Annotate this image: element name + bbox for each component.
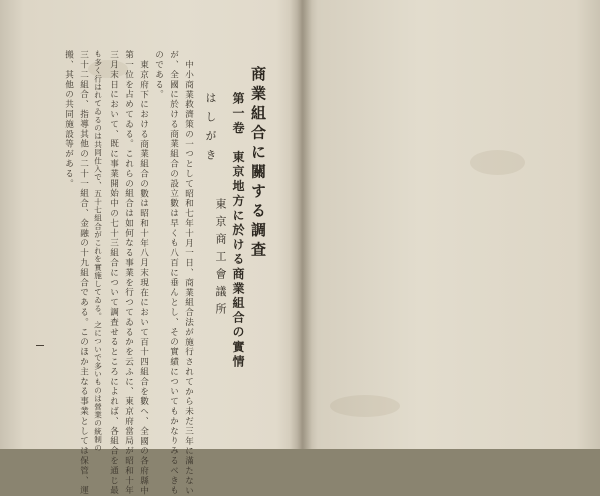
volume-subtitle: 第一卷 東京地方に於ける商業組合の實情 <box>231 92 245 370</box>
book-title: 商業組合に關する調査 <box>249 66 267 261</box>
book-gutter <box>290 0 312 449</box>
paper-stain <box>330 395 400 417</box>
preface-heading: はしがき <box>204 92 217 168</box>
body-paragraph-line: が、全國に於ける商業組合の設立數は早くも八百に垂んとし、その實績についてもかなりみるべきも <box>168 50 179 496</box>
body-paragraph-line: のである。 <box>153 50 164 100</box>
body-paragraph-line: 三十二組合、指導其他の二十一組合、金融の十九組合である。このほか主なる事業としては保管、運 <box>78 50 89 496</box>
body-paragraph-line: 搬、其他の共同施設等がある。 <box>63 50 74 189</box>
body-paragraph-line: も多く行はれてゐるのは共同仕入で、五十七組合がこれを實施してゐる。之についで多いものは營業の統制の <box>93 50 103 452</box>
body-paragraph-line: 中小商業救濟策の一つとして昭和七年十月一日、商業組合法が施行されてから未だ三年に滿たない <box>183 60 194 496</box>
body-paragraph-line: 東京府下における商業組合の數は昭和十年八月末現在において百十四組合を數へ、全國の各府縣中 <box>138 60 149 496</box>
body-paragraph-line: 第一位を占めてゐる。これらの組合は如何なる事業を行つてゐるかを云ふに、東京府當局が昭和十年 <box>123 50 134 496</box>
page-mark <box>36 345 44 346</box>
publisher-name: 東京商工會議所 <box>214 198 227 321</box>
paper-stain <box>470 150 525 175</box>
body-paragraph-line: 三月末日において、既に事業開始中の七十三組合について調査せるところによれば、各組合を通じ最 <box>108 50 119 496</box>
